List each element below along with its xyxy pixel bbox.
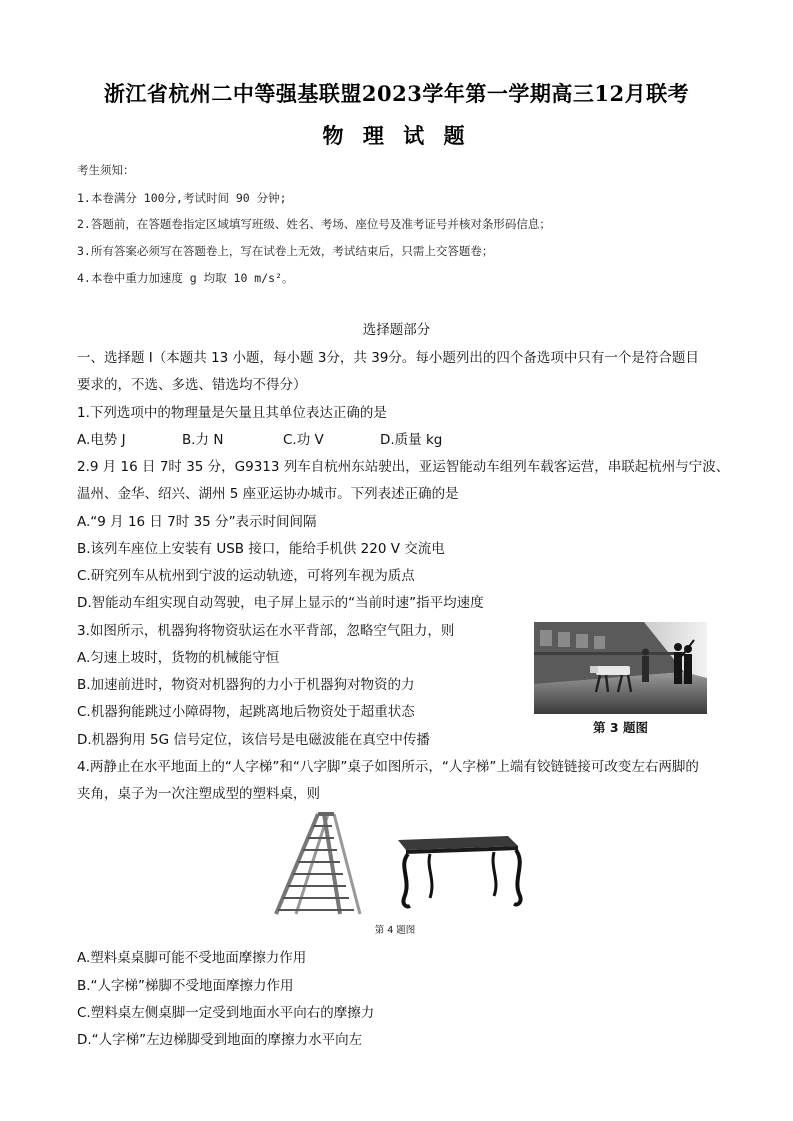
robot-dog-photo <box>534 622 707 714</box>
question-2-stem: 2.9 月 16 日 7时 35 分，G9313 列车自杭州东站驶出，亚运智能动车组列车载客运营，串联起杭州与宁波、 <box>77 459 730 475</box>
notice-item-4: 4.本卷中重力加速度 g 均取 10 m/s²。 <box>77 271 294 285</box>
question-4-option-a: A.塑料桌桌脚可能不受地面摩擦力作用 <box>77 950 307 966</box>
question-3-option-c: C.机器狗能跳过小障碍物，起跳离地后物资处于超重状态 <box>77 704 415 720</box>
question-3-option-a: A.匀速上坡时，货物的机械能守恒 <box>77 650 280 666</box>
question-4-stem-cont: 夹角，桌子为一次注塑成型的塑料桌，则 <box>77 786 320 802</box>
exam-subject: 物 理 试 题 <box>322 123 471 148</box>
section-title: 选择题部分 <box>362 322 431 338</box>
figure-4 <box>270 810 530 920</box>
question-4-stem: 4.两静止在水平地面上的“人字梯”和“八字脚”桌子如图所示，“人字梯”上端有铰链链接可改变左右两脚的 <box>77 759 699 775</box>
question-1-stem: 1.下列选项中的物理量是矢量且其单位表达正确的是 <box>77 405 387 421</box>
question-1-option-c: C.功 V <box>283 432 324 448</box>
question-2-stem-cont: 温州、金华、绍兴、湖州 5 座亚运协办城市。下列表述正确的是 <box>77 486 459 502</box>
question-2-option-b: B.该列车座位上安装有 USB 接口，能给手机供 220 V 交流电 <box>77 541 445 557</box>
question-3-option-d: D.机器狗用 5G 信号定位，该信号是电磁波能在真空中传播 <box>77 732 430 748</box>
table-illustration <box>398 836 521 907</box>
question-4-option-b: B.“人字梯”梯脚不受地面摩擦力作用 <box>77 978 294 994</box>
notice-item-3: 3.所有答案必须写在答题卷上，写在试卷上无效，考试结束后，只需上交答题卷； <box>77 244 494 258</box>
section-instruction: 一、选择题 I（本题共 13 小题，每小题 3分，共 39分。每小题列出的四个备选项中只有一个是符合题目 <box>77 350 699 366</box>
section-instruction-cont: 要求的，不选、多选、错选均不得分） <box>77 377 307 393</box>
notice-item-1: 1.本卷满分 100分,考试时间 90 分钟; <box>77 191 287 205</box>
figure-4-caption: 第 4 题图 <box>374 925 416 936</box>
notice-heading: 考生须知： <box>77 163 135 177</box>
question-3-option-b: B.加速前进时，物资对机器狗的力小于机器狗对物资的力 <box>77 677 415 693</box>
exam-title: 浙江省杭州二中等强基联盟2023学年第一学期高三12月联考 <box>103 81 690 106</box>
notice-item-2: 2.答题前，在答题卷指定区域填写班级、姓名、考场、座位号及准考证号并核对条形码信息； <box>77 217 551 231</box>
question-1-option-b: B.力 N <box>182 432 224 448</box>
question-4-option-c: C.塑料桌左侧桌脚一定受到地面水平向右的摩擦力 <box>77 1005 375 1021</box>
question-3-stem: 3.如图所示，机器狗将物资驮运在水平背部，忽略空气阻力，则 <box>77 623 455 639</box>
ladder-illustration <box>276 814 360 914</box>
question-1-option-a: A.电势 J <box>77 432 126 448</box>
question-2-option-c: C.研究列车从杭州到宁波的运动轨迹，可将列车视为质点 <box>77 568 415 584</box>
question-2-option-a: A.“9 月 16 日 7时 35 分”表示时间间隔 <box>77 514 317 530</box>
question-2-option-d: D.智能动车组实现自动驾驶，电子屏上显示的“当前时速”指平均速度 <box>77 595 484 611</box>
figure-3-caption: 第 3 题图 <box>593 720 648 735</box>
question-1-option-d: D.质量 kg <box>380 432 443 448</box>
question-4-option-d: D.“人字梯”左边梯脚受到地面的摩擦力水平向左 <box>77 1032 363 1048</box>
